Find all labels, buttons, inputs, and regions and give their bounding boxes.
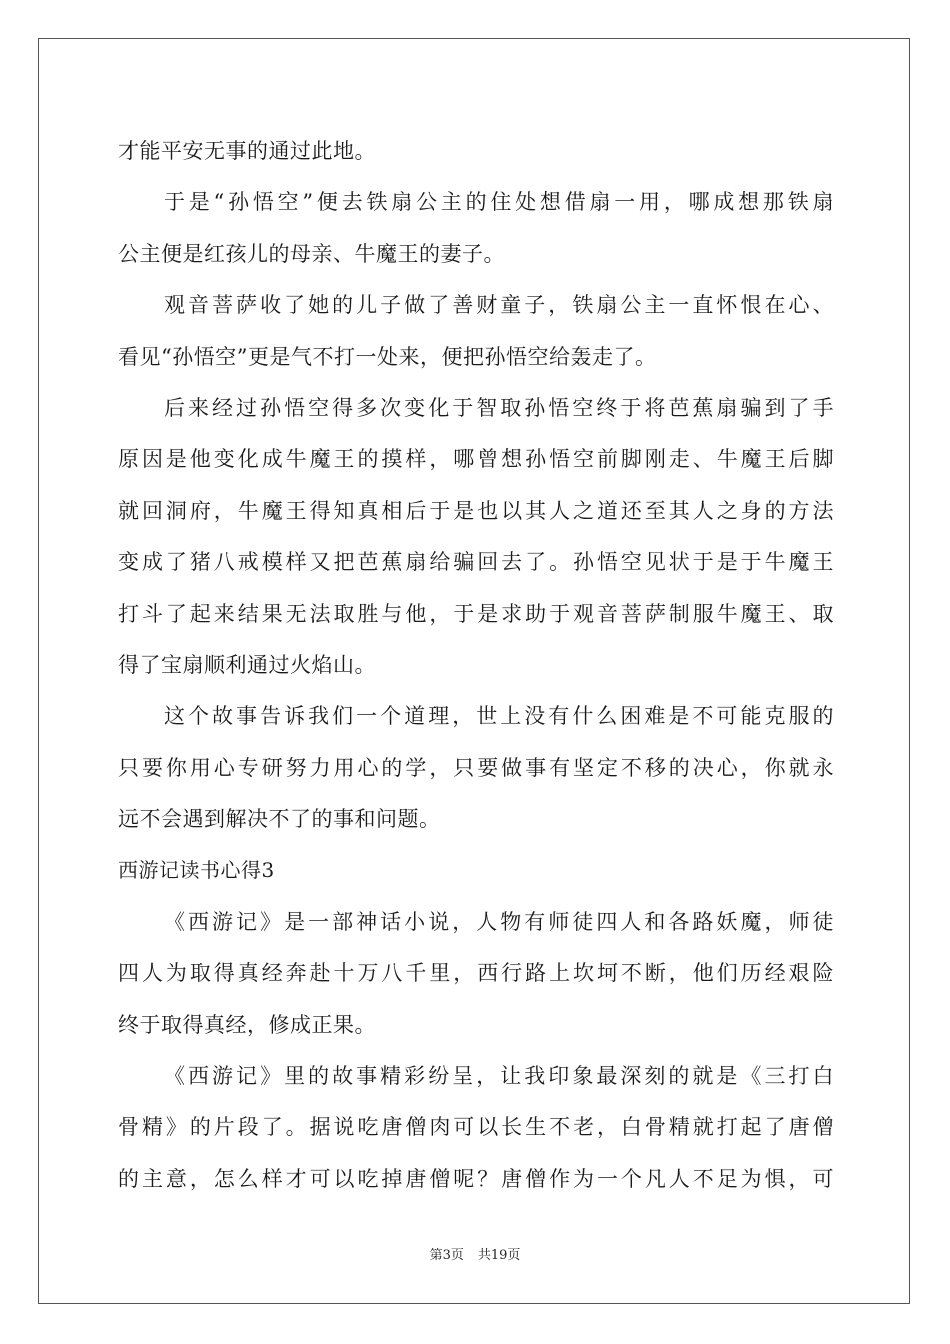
text-line: 这个故事告诉我们一个道理，世上没有什么困难是不可能克服的 [164,704,834,729]
page-number: 第3页 [429,1248,464,1263]
text-line: 后来经过孙悟空得多次变化于智取孙悟空终于将芭蕉扇骗到了手 [164,395,834,420]
text-line: 观音菩萨收了她的儿子做了善财童子，铁扇公主一直怀恨在心、 [164,293,834,318]
text-line: 变成了猪八戒模样又把芭蕉扇给骗回去了。孙悟空见状于是于牛魔王 [118,550,834,575]
text-line: 原因是他变化成牛魔王的摸样，哪曾想孙悟空前脚刚走、牛魔王后脚 [118,447,834,472]
text-line: 就回洞府，牛魔王得知真相后于是也以其人之道还至其人之身的方法 [118,498,834,523]
text-line: 终于取得真经，修成正果。 [118,1012,376,1037]
page-footer [0,1244,950,1263]
text-line: 看见“孙悟空”更是气不打一处来，便把孙悟空给轰走了。 [118,344,657,369]
text-line: 打斗了起来结果无法取胜与他，于是求助于观音菩萨制服牛魔王、取 [118,601,834,626]
text-line: 《西游记》里的故事精彩纷呈，让我印象最深刻的就是《三打白 [164,1064,834,1089]
text-line: 远不会遇到解决不了的事和问题。 [118,807,441,832]
text-line: 骨精》的片段了。据说吃唐僧肉可以长生不老，白骨精就打起了唐僧 [118,1115,834,1140]
section-heading: 西游记读书心得3 [118,858,275,883]
text-line: 公主便是红孩儿的母亲、牛魔王的妻子。 [118,241,505,266]
text-line: 于是“孙悟空”便去铁扇公主的住处想借扇一用，哪成想那铁扇 [164,190,834,215]
text-line: 《西游记》是一部神话小说，人物有师徒四人和各路妖魔，师徒 [164,909,834,934]
text-line: 四人为取得真经奔赴十万八千里，西行路上坎坷不断，他们历经艰险 [118,961,834,986]
text-line: 得了宝扇顺利通过火焰山。 [118,652,376,677]
text-line: 只要你用心专研努力用心的学，只要做事有坚定不移的决心，你就永 [118,755,834,780]
text-line: 的主意，怎么样才可以吃掉唐僧呢？唐僧作为一个凡人不足为惧，可 [118,1166,834,1191]
page-total: 共19页 [477,1248,521,1263]
document-body [118,126,834,1205]
text-line: 才能平安无事的通过此地。 [118,139,376,163]
